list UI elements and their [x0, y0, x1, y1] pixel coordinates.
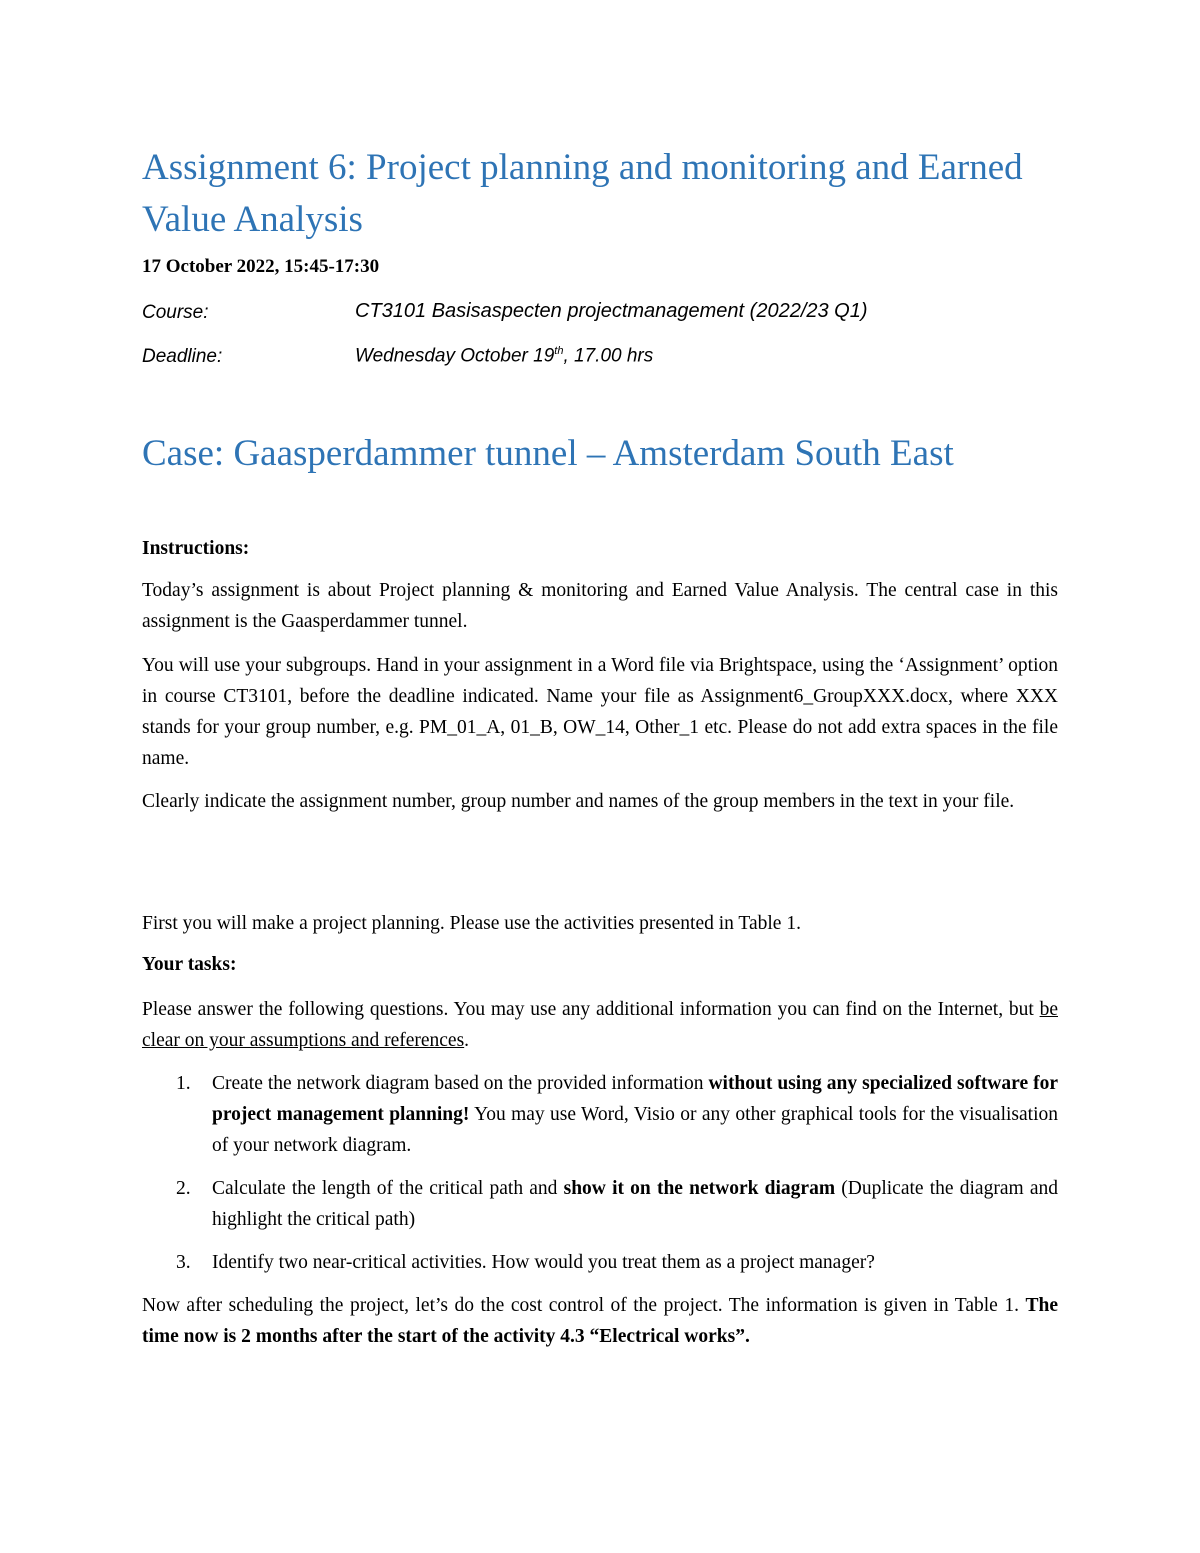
tasks-intro — [142, 994, 1058, 1056]
task-number: 1. — [176, 1073, 191, 1094]
deadline-date: Wednesday October 19 — [355, 345, 555, 367]
task-text-start: Calculate the length of the critical path and — [212, 1178, 564, 1199]
tasks-intro-end: . — [464, 1030, 470, 1051]
planning-intro: First you will make a project planning. Please use the activities presented in Table 1. — [142, 913, 801, 934]
tasks-heading: Your tasks: — [142, 954, 237, 975]
instructions-paragraph-1: Today’s assignment is about Project planning & monitoring and Earned Value Analysis. The central case in this assignment is the Gaasperdammer tunnel. — [142, 580, 1058, 632]
instructions-heading: Instructions: — [142, 538, 250, 559]
course-label: Course: — [142, 302, 209, 323]
course-value: CT3101 Basisaspecten projectmanagement (2022/23 Q1) — [355, 300, 868, 322]
task-text-bold: show it on the network diagram — [563, 1178, 836, 1199]
task-text-start: Create the network diagram based on the provided information — [212, 1073, 709, 1094]
instructions-paragraph-3: Clearly indicate the assignment number, group number and names of the group members in the text in your file. — [142, 791, 1015, 812]
tasks-intro-text: Please answer the following questions. You may use any additional information you can find on the Internet, but — [142, 999, 1040, 1020]
cost-control-bold: The time now is 2 months after the start of the activity 4.3 “Electrical works”. — [142, 1295, 1058, 1347]
page-title: Assignment 6: Project planning and monitoring and Earned Value Analysis — [142, 147, 1023, 240]
task-text-end: (Duplicate the diagram and highlight the critical path) — [212, 1178, 1058, 1230]
deadline-time: , 17.00 hrs — [563, 345, 654, 367]
task-text — [212, 1068, 1058, 1161]
instructions-paragraph-2: You will use your subgroups. Hand in your assignment in a Word file via Brightspace, using the ‘Assignment’ option in course CT3101, before the deadline indicated. Name your file as Assignment6_GroupXXX.docx, where XXX stands for your group number, e.g. PM_01_A, 01_B, OW_14, Other_1 etc. Please do not add extra spaces in the file name. — [142, 655, 1058, 769]
task-text-start: Identify two near-critical activities. How would you treat them as a project manager? — [212, 1252, 875, 1273]
cost-control-text: Now after scheduling the project, let’s do the cost control of the project. The information is given in Table 1. — [142, 1295, 1026, 1316]
task-text — [212, 1247, 1058, 1278]
case-title: Case: Gaasperdammer tunnel – Amsterdam South East — [142, 433, 954, 474]
task-text — [212, 1173, 1058, 1235]
task-text-bold: without using any specialized software for project management planning! — [212, 1073, 1058, 1125]
task-number: 2. — [176, 1178, 191, 1199]
deadline-value — [355, 345, 653, 367]
session-date: 17 October 2022, 15:45-17:30 — [142, 256, 380, 277]
deadline-ordinal: th — [554, 345, 564, 357]
task-text-end: You may use Word, Visio or any other graphical tools for the visualisation of your network diagram. — [212, 1104, 1058, 1156]
task-number: 3. — [176, 1252, 191, 1273]
cost-control-paragraph — [142, 1290, 1058, 1352]
tasks-intro-underline: be clear on your assumptions and references — [142, 999, 1058, 1051]
deadline-label: Deadline: — [142, 346, 223, 367]
